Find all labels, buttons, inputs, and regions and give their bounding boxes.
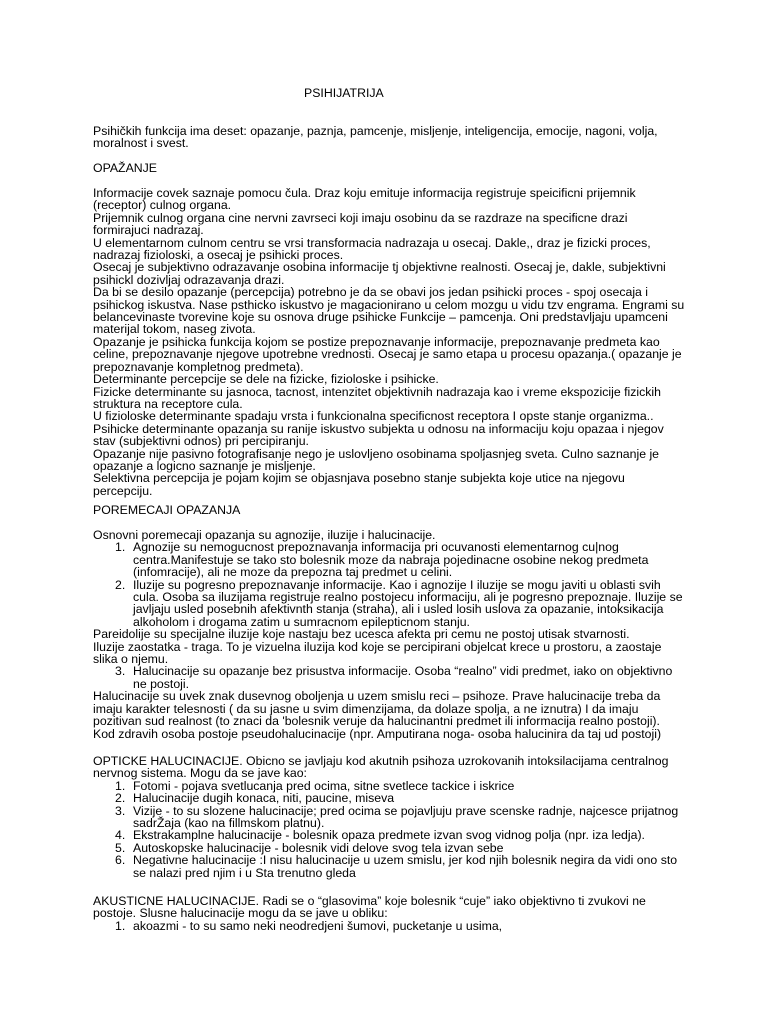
paragraph: Opazanje je psihicka funkcija kojom se postize prepoznavanje informacije, prepoznavanje predmeta kao celine, prepoznavanje njegove upotrebne vrednosti. Osecaj je samo etapa u procesu opazanja.( opazanje je prepoznavanje kompletnog predmeta). (93, 334, 682, 374)
paragraph: U elementarnom culnom centru se vrsi transformacia nadrazaja u osecaj. Dakle,, draz je fizicki proces, nadrazaj fizioloski, a osecaj je psihicki proces. (93, 235, 651, 263)
list-item (93, 541, 685, 578)
list-item (93, 665, 685, 690)
list-text: Halucinacije dugih konaca, niti, paucine, miseva (133, 791, 395, 806)
list-number: 1. (115, 918, 126, 933)
list-item (93, 579, 685, 629)
paragraph: Determinante percepcije se dele na fizicke, fizioloske i psihicke. (93, 372, 439, 387)
paragraph: Prijemnik culnog organa cine nervni zavrseci koji imaju osobinu da se razdraze na specificne drazi formirajuci nadrazaj. (93, 210, 628, 238)
poremecaji-list (93, 541, 685, 628)
akusticne-section (93, 895, 685, 932)
list-item (93, 920, 685, 932)
list-number: 6. (115, 853, 126, 868)
list-text: Negativne halucinacije :I nisu halucinacije u uzem smislu, jer kod njih bolesnik negira da vidi ono sto se nalazi pred njim i u Sta trenutno gleda (133, 853, 678, 880)
paragraph: Selektivna percepcija je pojam kojim se objasnjava posebno stanje subjekta koje utice na njegovu percepciju. (93, 471, 625, 498)
list-text: Ekstrakamplne halucinacije - bolesnik opaza predmete izvan svog vidnog polja (npr. iza ledja). (133, 828, 645, 843)
document-title: PSIHIJATRIJA (304, 86, 384, 100)
akusticne-list (93, 920, 685, 932)
paragraph: Pareidolije su specijalne iluzije koje nastaju bez ucesca afekta pri cemu ne postoj utisak stvarnosti. (93, 627, 630, 642)
intro-section (93, 125, 685, 150)
list-number: 5. (115, 840, 126, 855)
list-number: 1. (115, 778, 126, 793)
list-number: 4. (115, 828, 126, 843)
list-number: 1. (115, 540, 126, 555)
opticke-section (93, 755, 685, 879)
paragraph: Psihicke determinante opazanja su ranije iskustvo subjekta u odnosu na informaciju koju opazaa i njegov stav (subjektivni odnos) pri percipiranju. (93, 421, 664, 449)
intro-paragraph: Psihičkih funkcija ima deset: opazanje, paznja, pamcenje, misljenje, inteligencija, emocije, nagoni, volja, moralnost i svest. (93, 124, 658, 151)
paragraph: Iluzije zaostatka - traga. To je vizuelna iluzija kod koje se percipirani objelcat krece u prostoru, a zaostaje slika o njemu. (93, 639, 662, 667)
list-text: Iluzije su pogresno prepoznavanje informacije. Kao i agnozije I iluzije se mogu javiti u oblasti svih cula. Osoba sa iluzijama registruje realno postojecu informaciju, ali je pogresno prepoznaje. Iluzije se javljaju usled posebnih afektivnth stanja (straha), ali i usled losih uslova za opazanie, intoksikacija alkoholom i drogama zatim u sumracnom epilepticnom stanju. (133, 577, 683, 629)
list-item (93, 805, 685, 830)
paragraph: Opazanje nije pasivno fotografisanje nego je uslovljeno osobinama spoljasnjeg sveta. Culno saznanje je opazanje a logicno saznanje je misljenje. (93, 446, 660, 473)
poremecaji-body (93, 529, 685, 740)
paragraph: Halucinacije su uvek znak dusevnog oboljenja u uzem smislu reci – psihoze. Prave halucinacije treba da imaju karakter telesnosti ( da su jasne u svim dimenzijama, da dolaze spolja, a ne iznutra) I da imaju pozitivan sud realnost (to znaci da 'bolesnik veruje da halucinantni predmet ili informacija realno postoji). Kod zdravih osoba postoje pseudohalucinacije (npr. Amputirana noga- osoba halucinira da taj ud postoji) (93, 689, 662, 741)
paragraph: Informacije covek saznaje pomocu čula. Draz koju emituje informacija registruje speicificni prijemnik (receptor) culnog organa. (93, 186, 636, 213)
list-text: Agnozije su nemogucnost prepoznavanja informacija pri ocuvanosti elementarnog cu|nog centra.Manifestuje se tako sto bolesnik moze da nabraja pojedinacne osobine nekog predmeta (infomracije), ali ne moze da prepozna taj predmet u celini. (133, 540, 649, 580)
list-text: Halucinacije su opazanje bez prisustva informacije. Osoba “realno” vidi predmet, iako on objektivno ne postoji. (133, 664, 673, 691)
paragraph: Da bi se desilo opazanje (percepcija) potrebno je da se obavi jos jedan psihicki proces - spoj osecaja i psihickog iskustva. Nase psthicko iskustvo je magacionirano u celom mozgu u vidu tzv engrama. Engrami su belancevinaste tvorevine koje su osnova druge psihicke Funkcije – pamcenja. Oni predstavljaju upamceni materijal tokom, naseg zivota. (93, 285, 685, 337)
list-text: akoazmi - to su samo neki neodredjeni šumovi, pucketanje u usima, (133, 918, 503, 933)
opticke-lead: OPTICKE HALUCINACIJE. Obicno se javljaju kod akutnih psihoza uzrokovanih intoksilacijama centralnog nervnog sistema. Mogu da se jave kao: (93, 754, 669, 781)
paragraph: U fizioloske determinante spadaju vrsta i funkcionalna specificnost receptora I opste stanje organizma.. (93, 409, 654, 424)
poremecaji-section (93, 504, 685, 516)
paragraph: Osecaj je subjektivno odrazavanje osobina informacije tj objektivne realnosti. Osecaj je, dakle, subjektivni psihickl dozivljaj odrazavanja drazi. (93, 260, 666, 287)
list-number: 3. (115, 803, 126, 818)
poremecaji-lead: Osnovni poremecaji opazanja su agnozije, iluzije i halucinacije. (93, 528, 436, 542)
list-text: Vizije - to su slozene halucinacije; pred ocima se pojavljuju prave scenske radnje, najcesce prijatnog sadrŽaja (kao na fillmskom platnu). (133, 803, 679, 831)
opazanje-heading: OPAŽANJE (93, 161, 157, 175)
list-number: 2. (115, 791, 126, 806)
opazanje-section (93, 162, 685, 174)
list-text: Autoskopske halucinacije - bolesnik vidi delove svog tela izvan sebe (133, 840, 504, 855)
list-number: 3. (115, 664, 126, 679)
opazanje-body (93, 187, 685, 497)
list-number: 2. (115, 577, 126, 592)
list-text: Fotomi - pojava svetlucanja pred ocima, sitne svetlece tackice i iskrice (133, 778, 515, 793)
poremecaji-list-continued (93, 665, 685, 690)
list-item (93, 854, 685, 879)
opticke-list (93, 780, 685, 879)
paragraph: Fizicke determinante su jasnoca, tacnost, intenzitet objektivnih nadrazaja kao i vreme ekspozicije fizickih struktura na receptore cula. (93, 384, 661, 411)
akusticne-lead: AKUSTICNE HALUCINACIJE. Radi se o “glasovima” koje bolesnik “cuje” iako objektivno ti zvukovi ne postoje. Slusne halucinacije mogu da se jave u obliku: (93, 894, 646, 921)
poremecaji-heading: POREMECAJI OPAZANJA (93, 503, 241, 517)
